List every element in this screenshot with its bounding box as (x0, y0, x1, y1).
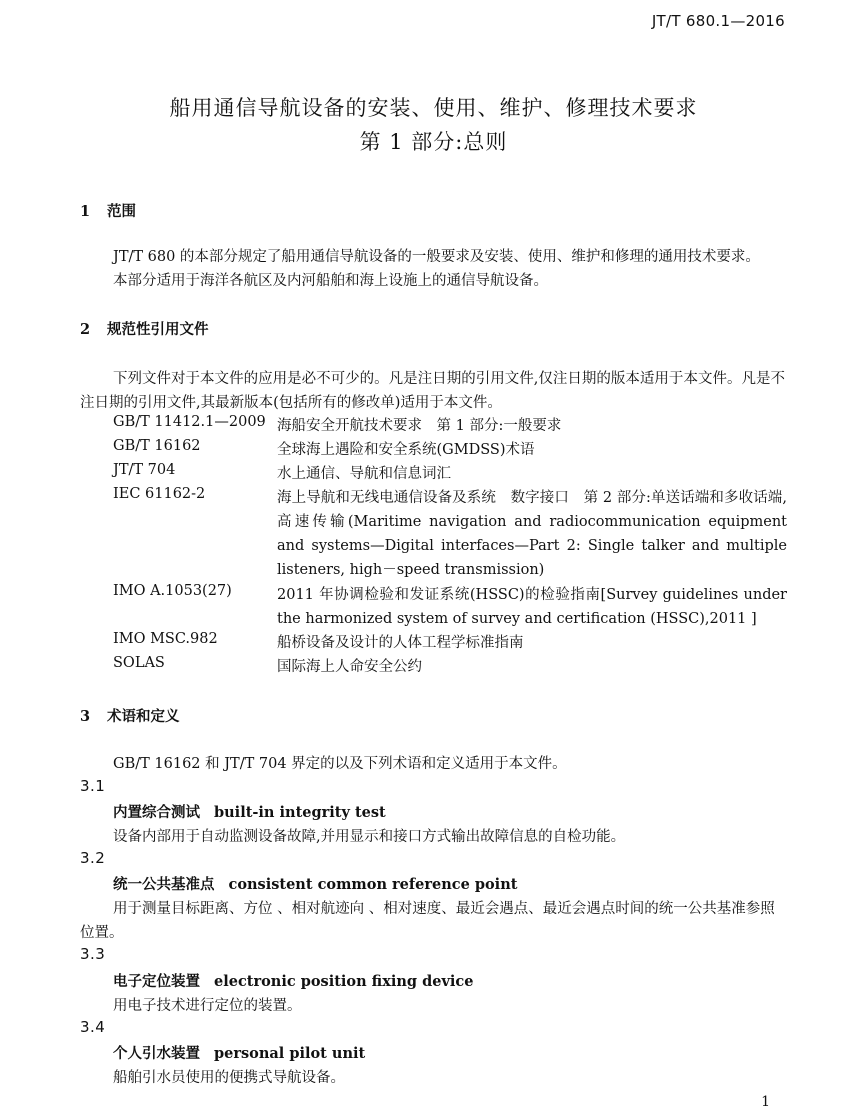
term-title-en: electronic position fixing device (214, 973, 474, 990)
section-heading-terms-definitions (80, 705, 180, 726)
section-heading-normative-references (80, 318, 209, 339)
reference-title: 海船安全开航技术要求 第 1 部分:一般要求 (277, 418, 562, 434)
term-title (113, 801, 386, 822)
term-number: 3.3 (80, 945, 106, 963)
reference-code: GB/T 16162 (113, 438, 201, 454)
section-title: 术语和定义 (107, 708, 180, 725)
term-title-en: consistent common reference point (228, 876, 518, 893)
reference-code: IMO MSC.982 (113, 631, 218, 647)
term-title-zh: 个人引水装置 (113, 1045, 200, 1062)
page-number: 1 (761, 1094, 770, 1110)
section-heading-scope (80, 200, 136, 221)
document-subtitle: 第 1 部分:总则 (359, 130, 508, 154)
scope-paragraph-2: 本部分适用于海洋各航区及内河船舶和海上设施上的通信导航设备。 (113, 273, 548, 289)
reference-title: 2011 年协调检验和发证系统(HSSC)的检验指南[Survey guidelines under the harmonized system of survey and certification (HSSC),2011 ] (277, 587, 787, 627)
reference-title: 船桥设备及设计的人体工程学标准指南 (277, 635, 524, 651)
reference-title: 国际海上人命安全公约 (277, 659, 422, 675)
term-title-zh: 电子定位装置 (113, 973, 200, 990)
terms-intro: GB/T 16162 和 JT/T 704 界定的以及下列术语和定义适用于本文件。 (113, 756, 567, 772)
reference-title: 全球海上遇险和安全系统(GMDSS)术语 (277, 442, 535, 458)
section-number: 1 (80, 203, 91, 220)
section-title: 规范性引用文件 (107, 321, 209, 338)
scope-paragraph-1: JT/T 680 的本部分规定了船用通信导航设备的一般要求及安装、使用、维护和修理的通用技术要求。 (113, 249, 760, 265)
term-title-zh: 内置综合测试 (113, 804, 200, 821)
term-number: 3.2 (80, 849, 106, 867)
term-title-zh: 统一公共基准点 (113, 876, 215, 893)
section-title: 范围 (107, 203, 136, 220)
section-number: 2 (80, 321, 91, 338)
term-definition: 用于测量目标距离、方位 、相对航迹向 、相对速度、最近会遇点、最近会遇点时间的统一公共基准参照位置。 (80, 901, 775, 941)
section-number: 3 (80, 708, 91, 725)
term-definition: 船舶引水员使用的便携式导航设备。 (113, 1070, 345, 1086)
term-definition: 用电子技术进行定位的装置。 (113, 998, 302, 1014)
term-number: 3.4 (80, 1018, 106, 1036)
reference-code: GB/T 11412.1—2009 (113, 414, 266, 430)
reference-code: JT/T 704 (113, 462, 176, 478)
term-title (113, 1042, 365, 1063)
term-title-en: personal pilot unit (214, 1045, 366, 1062)
references-intro: 下列文件对于本文件的应用是必不可少的。凡是注日期的引用文件,仅注日期的版本适用于本文件。凡是不注日期的引用文件,其最新版本(包括所有的修改单)适用于本文件。 (80, 371, 785, 411)
term-title (113, 970, 473, 991)
document-title: 船用通信导航设备的安装、使用、维护、修理技术要求 (169, 96, 698, 120)
reference-code: IMO A.1053(27) (113, 583, 232, 599)
reference-code: SOLAS (113, 655, 165, 671)
reference-title: 水上通信、导航和信息词汇 (277, 466, 451, 482)
term-definition: 设备内部用于自动监测设备故障,并用显示和接口方式输出故障信息的自检功能。 (113, 829, 626, 845)
reference-title: 海上导航和无线电通信设备及系统 数字接口 第 2 部分:单送话端和多收话端,高速传输(Maritime navigation and radiocommunication equipment and systems—Digital interfaces—Part 2: Single talker and multiple listeners, high－speed transmission) (277, 490, 787, 578)
reference-code: IEC 61162-2 (113, 486, 206, 502)
term-title (113, 873, 517, 894)
term-number: 3.1 (80, 777, 106, 795)
term-title-en: built-in integrity test (214, 804, 386, 821)
document-code: JT/T 680.1—2016 (651, 12, 785, 30)
